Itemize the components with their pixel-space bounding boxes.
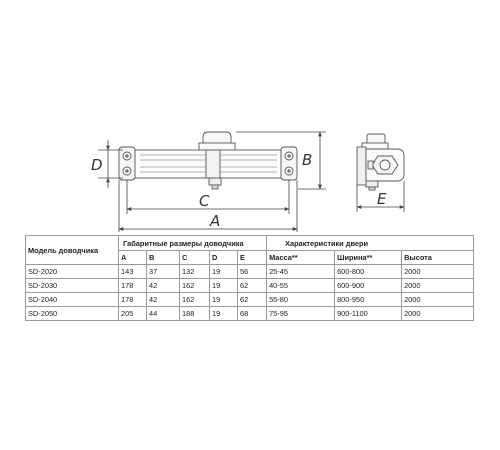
table-header-row [26,236,474,251]
cell-height: 2000 [402,307,474,321]
subheader-c: C [180,251,210,265]
cell-width: 900-1100 [335,307,402,321]
door-header: Характеристики двери [267,236,474,251]
cell-c: 132 [180,265,210,279]
cell-c: 162 [180,279,210,293]
cell-e: 62 [238,293,267,307]
dimension-b-label: B [302,151,313,169]
cell-a: 143 [119,265,147,279]
model-cell: SD-2030 [26,279,119,293]
table-row [26,265,474,279]
subheader-mass: Масса** [267,251,335,265]
table-row [26,307,474,321]
cell-a: 205 [119,307,147,321]
cell-e: 62 [238,279,267,293]
cell-e: 56 [238,265,267,279]
model-cell: SD-2050 [26,307,119,321]
subheader-a: A [119,251,147,265]
dimension-d-label: D [91,156,103,174]
cell-width: 600-800 [335,265,402,279]
subheader-b: B [147,251,180,265]
cell-b: 44 [147,307,180,321]
cell-width: 600-900 [335,279,402,293]
front-view [119,132,297,189]
subheader-d: D [210,251,238,265]
dims-header: Габаритные размеры доводчика [119,236,267,251]
dimension-c-label: C [199,192,210,210]
cell-mass: 40-55 [267,279,335,293]
cell-mass: 75-95 [267,307,335,321]
cell-height: 2000 [402,279,474,293]
cell-b: 37 [147,265,180,279]
model-cell: SD-2020 [26,265,119,279]
cell-width: 800-950 [335,293,402,307]
side-view [357,134,404,190]
table-row [26,293,474,307]
table-row [26,279,474,293]
cell-d: 19 [210,293,238,307]
cell-height: 2000 [402,265,474,279]
dimension-e-label: E [377,190,387,208]
model-cell: SD-2040 [26,293,119,307]
cell-height: 2000 [402,293,474,307]
cell-c: 188 [180,307,210,321]
cell-a: 178 [119,293,147,307]
subheader-width: Ширина** [335,251,402,265]
cell-b: 42 [147,279,180,293]
spec-table [25,235,474,321]
cell-e: 68 [238,307,267,321]
dimension-a-label: A [210,212,221,230]
cell-b: 42 [147,293,180,307]
cell-a: 178 [119,279,147,293]
subheader-e: E [238,251,267,265]
cell-d: 19 [210,279,238,293]
model-header: Модель доводчика [26,236,119,265]
cell-mass: 55-80 [267,293,335,307]
subheader-height: Высота [402,251,474,265]
cell-d: 19 [210,307,238,321]
cell-mass: 25-45 [267,265,335,279]
cell-c: 162 [180,293,210,307]
cell-d: 19 [210,265,238,279]
